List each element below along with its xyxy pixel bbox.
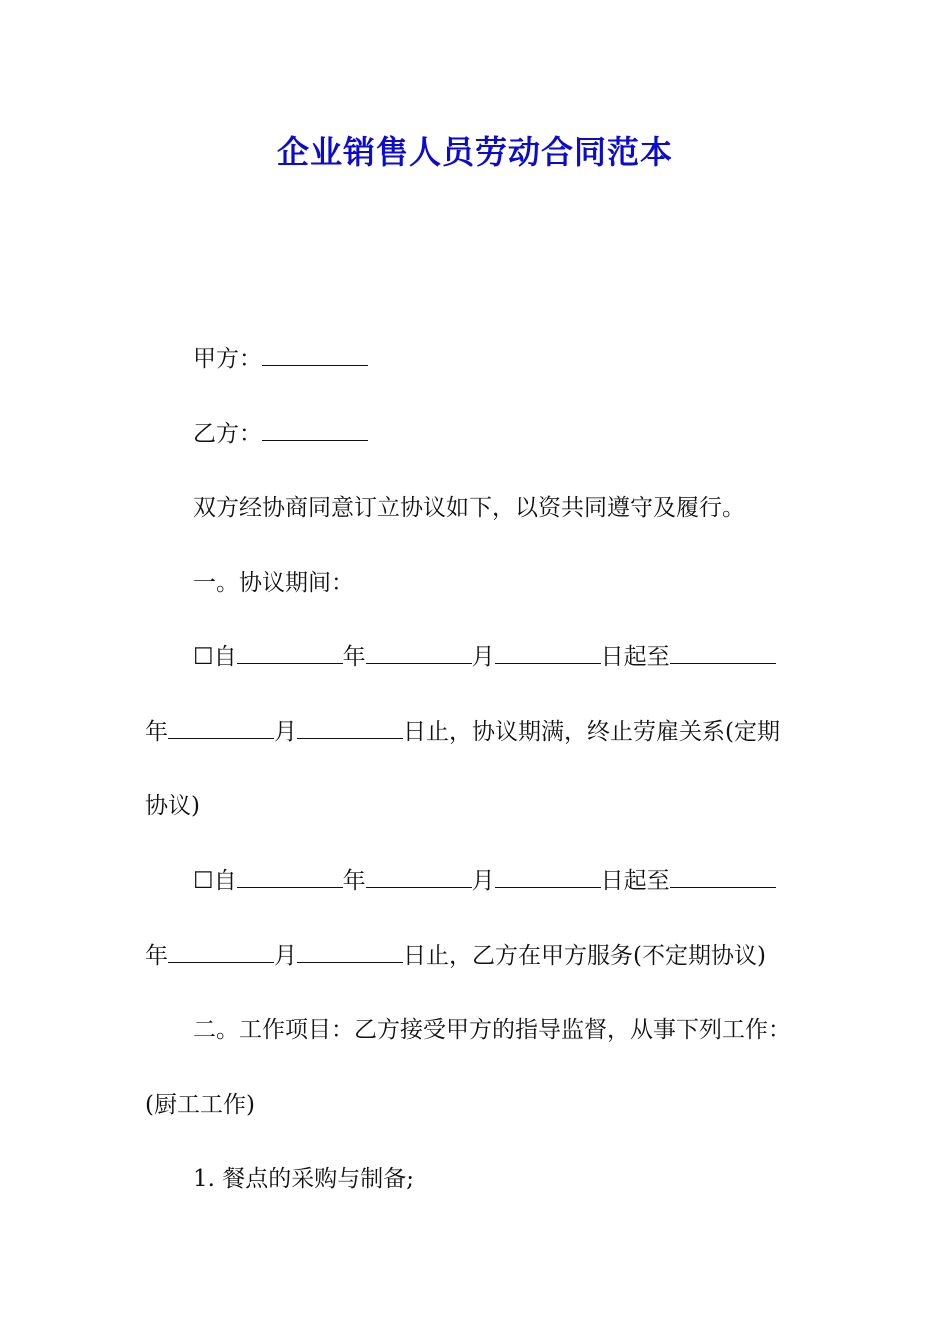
section2-heading: 二。工作项目：乙方接受甲方的指导监督，从事下列工作： (193, 1017, 791, 1043)
party-b-line (145, 418, 873, 450)
month-text: 月 (274, 943, 297, 969)
checkbox-icon: ☐ (193, 868, 214, 894)
party-a-label: 甲方： (193, 346, 262, 372)
section2-line2: (厨工工作) (145, 1092, 255, 1118)
start-month-blank (366, 641, 472, 664)
section1-option2-line2 (145, 940, 825, 972)
party-b-label: 乙方： (193, 421, 262, 447)
year-text: 年 (342, 644, 366, 670)
end-month-blank (168, 940, 274, 963)
month-text: 月 (274, 719, 297, 745)
year-text: 年 (145, 719, 168, 745)
day-from-text: 日起至 (600, 644, 670, 670)
from-text: 自 (213, 644, 237, 670)
start-day-blank (495, 641, 601, 664)
year-text: 年 (342, 868, 366, 894)
section2-item1: 1. 餐点的采购与制备; (193, 1166, 415, 1192)
section1-option1-line3: 协议) (145, 793, 200, 819)
section1-option2-line1 (145, 865, 873, 897)
from-text: 自 (213, 868, 237, 894)
end-year-blank (670, 641, 776, 664)
checkbox-icon: ☐ (193, 644, 214, 670)
end-day-blank (297, 940, 403, 963)
end-day-blank (297, 716, 403, 739)
start-year-blank (237, 641, 343, 664)
party-a-blank (262, 343, 368, 366)
document-title: 企业销售人员劳动合同范本 (276, 133, 673, 171)
month-text: 月 (471, 644, 495, 670)
end-year-blank (670, 865, 776, 888)
section1-heading: 一。协议期间： (193, 570, 354, 596)
section1-option1-line2 (145, 716, 825, 748)
end-month-blank (168, 716, 274, 739)
year-text: 年 (145, 943, 168, 969)
start-month-blank (366, 865, 472, 888)
intro-paragraph: 双方经协商同意订立协议如下，以资共同遵守及履行。 (193, 495, 745, 521)
party-b-blank (262, 418, 368, 441)
option1-tail-text: 日止，协议期满，终止劳雇关系(定期 (403, 719, 780, 745)
day-from-text: 日起至 (600, 868, 670, 894)
month-text: 月 (471, 868, 495, 894)
party-a-line (145, 343, 873, 375)
start-day-blank (495, 865, 601, 888)
section1-option1-line1 (145, 641, 873, 673)
option2-tail-text: 日止，乙方在甲方服务(不定期协议) (403, 943, 766, 969)
start-year-blank (237, 865, 343, 888)
